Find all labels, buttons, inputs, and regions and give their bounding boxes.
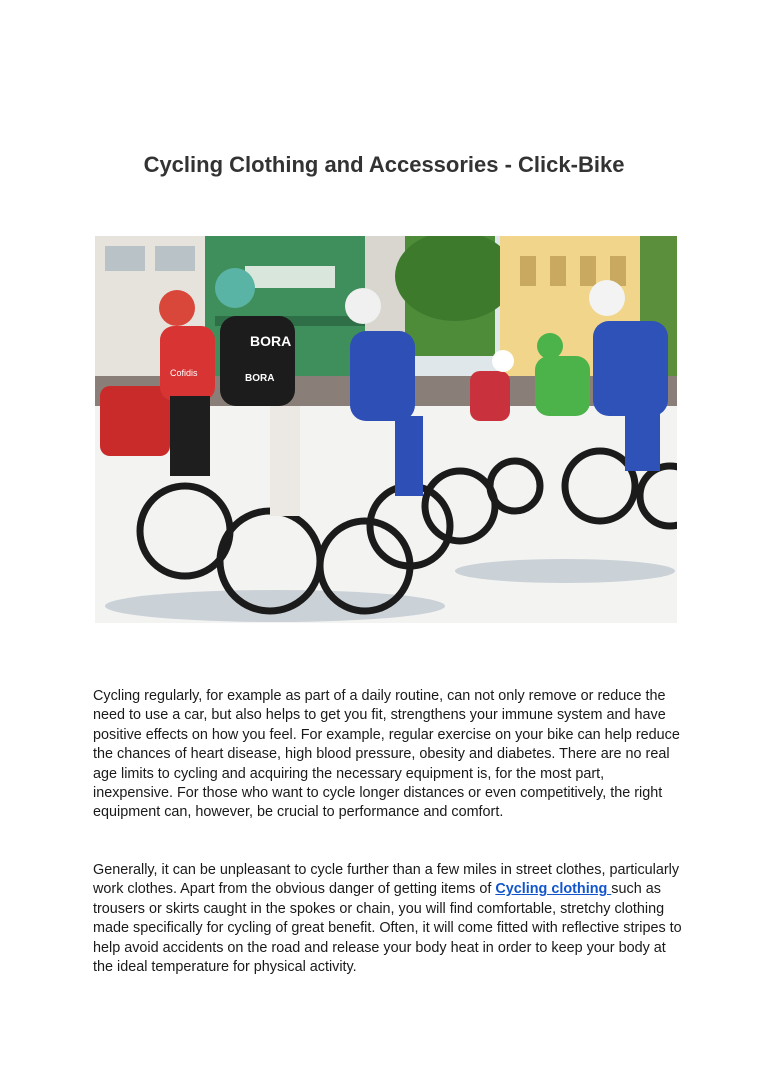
body-paragraph-1: Cycling regularly, for example as part of a daily routine, can not only remove or reduce the need to use a car, but also helps to get you fit, strengthens your immune system and have positive effects on how you feel. For example, regular exercise on your bike can help reduce the chances of heart disease, high blood pressure, obesity and diabetes. There are no real age limits to cycling and acquiring the necessary equipment is, for the most part, inexpensive. For those who want to cycle longer distances or even competitively, the right equipment can, however, be crucial to performance and comfort.	[93, 688, 680, 821]
page-title: Cycling Clothing and Accessories - Click-Bike	[143, 152, 625, 177]
cycling-clothing-link[interactable]: Cycling clothing	[495, 881, 612, 898]
paragraph-2-text-before: Generally, it can be unpleasant to cycle further than a few miles in street clothes, particularly work clothes. Apart from the obvious danger of getting items of	[93, 862, 680, 898]
jersey-label: BORA	[245, 373, 275, 384]
jersey-label: Cofidis	[170, 368, 198, 378]
body-paragraph-2	[93, 861, 683, 977]
cyclists-photo	[95, 236, 677, 623]
jersey-label: BORA	[250, 333, 292, 349]
paragraph-2-text-after: such as trousers or skirts caught in the spokes or chain, you will find comfortable, stretchy clothing made specifically for cycling of great benefit. Often, it will come fitted with reflective stripes to help avoid accidents on the road and release your body heat in order to keep your body at the ideal temperature for physical activity.	[93, 881, 682, 976]
